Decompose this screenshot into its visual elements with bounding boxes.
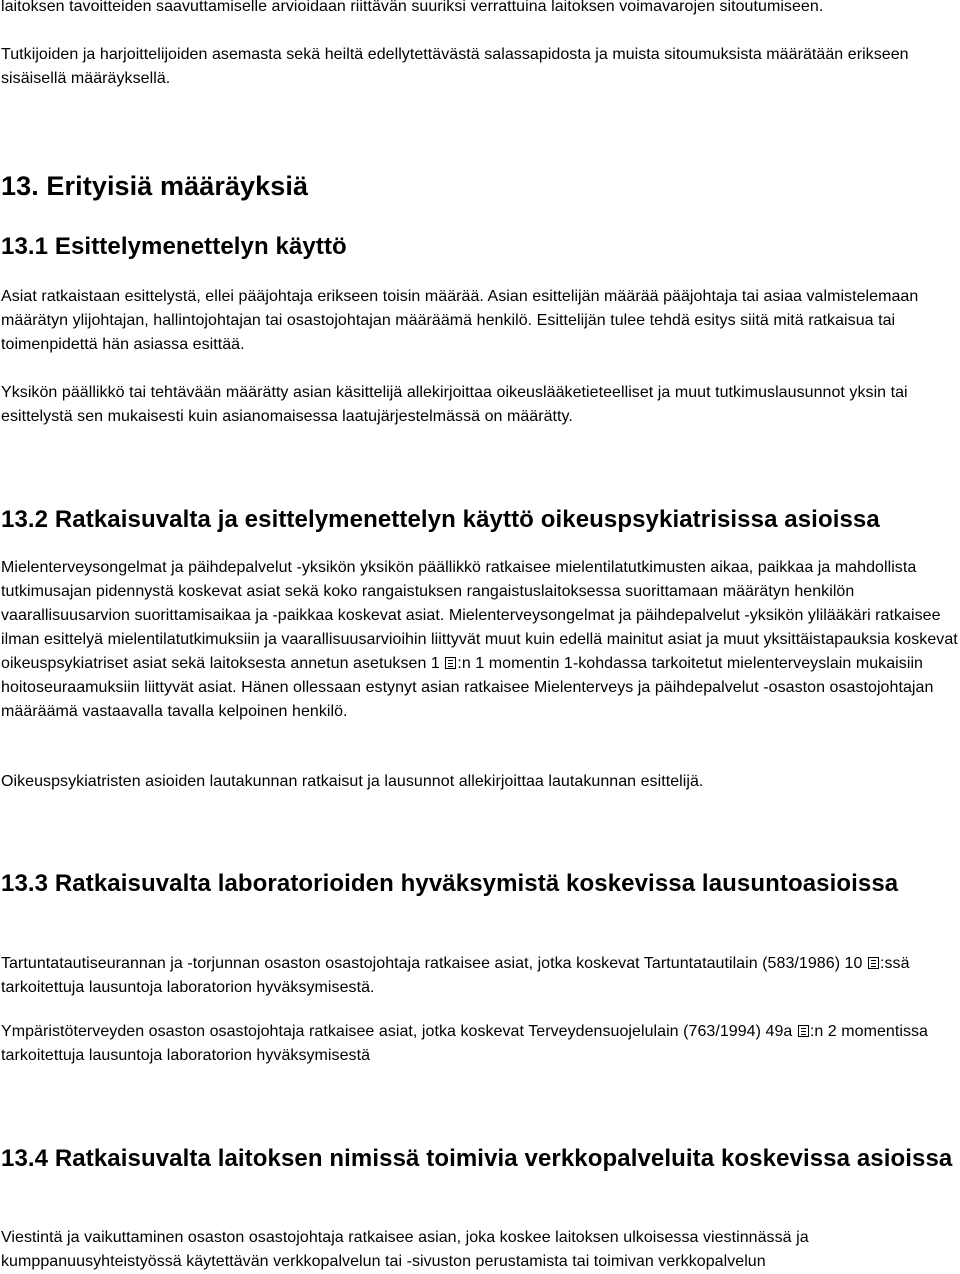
intro-paragraph-2: Tutkijoiden ja harjoittelijoiden asemasta sekä heiltä edellytettävästä salassapidosta ja muista sitoumuksista määrätään erikseen sisäisellä määräyksellä. [1, 46, 909, 87]
section-13-3-heading: 13.3 Ratkaisuvalta laboratorioiden hyväksymistä koskevissa lausuntoasioissa [1, 870, 899, 897]
section-13-3-paragraph-2-text-a: Ympäristöterveyden osaston osastojohtaja ratkaisee asiat, jotka koskevat Terveydensuojelulain (763/1994) 49a [1, 1023, 793, 1040]
section-13-3-paragraph-1-text-a: Tartuntatautiseurannan ja -torjunnan osaston osastojohtaja ratkaisee asiat, jotka koskevat Tartuntatautilain (583/1986) 10 [1, 955, 863, 972]
section-13-2-paragraph-1 [1, 556, 959, 724]
section-13-1-paragraph-1: Asiat ratkaistaan esittelystä, ellei pääjohtaja erikseen toisin määrää. Asian esittelijän määrää pääjohtaja tai asiaa valmistelemaan määrätyn ylijohtajan, hallintojohtajan tai osastojohtajan määräämä henkilö. Esittelijän tulee tehdä esitys siitä mitä ratkaisua tai toimenpidettä hän asiassa esittää. [1, 288, 919, 353]
section-13-2-paragraph-2: Oikeuspsykiatristen asioiden lautakunnan ratkaisut ja lausunnot allekirjoittaa lautakunnan esittelijä. [1, 773, 704, 790]
section-13-2-heading: 13.2 Ratkaisuvalta ja esittelymenettelyn käyttö oikeuspsykiatrisissa asioissa [1, 506, 880, 533]
section-sign-box-icon [445, 657, 456, 669]
section-13-4-paragraph-1: Viestintä ja vaikuttaminen osaston osastojohtaja ratkaisee asian, joka koskee laitoksen ulkoisessa viestinnässä ja kumppanuusyhteistyössä käytettävän verkkopalvelun tai -sivuston perustamista tai toimivan verkkopalvelun [1, 1229, 809, 1270]
section-sign-box-icon [868, 957, 879, 969]
section-13-3-paragraph-1-text-b: :ssä tarkoitettuja lausuntoja laboratorion hyväksymisestä. [1, 955, 910, 996]
section-sign-box-icon [798, 1025, 809, 1037]
section-13-3-paragraph-2-text-b: :n 2 momentissa tarkoitettuja lausuntoja laboratorion hyväksymisestä [1, 1023, 928, 1064]
section-13-3-paragraph-1 [1, 952, 959, 1000]
section-13-2-paragraph-1-text-b: :n 1 momentin 1-kohdassa tarkoitetut mielenterveyslain mukaisiin hoitoseuraamuksiin liittyvät asiat. Hänen ollessaan estynyt asian ratkaisee Mielenterveys ja päihdepalvelut -osaston osastojohtajan määräämä vastaavalla tavalla kelpoinen henkilö. [1, 655, 934, 720]
section-13-2-paragraph-1-text-a: Mielenterveysongelmat ja päihdepalvelut -yksikön yksikön päällikkö ratkaisee mielentilatutkimusten aikaa, paikkaa ja mahdollista tutkimusajan pidennystä koskevat asiat sekä koko rangaistuksen rangaistuslaitoksessa suorittamaan määrätyn henkilön vaarallisuusarvion suorittamisaikaa ja -paikkaa koskevat asiat. Mielenterveysongelmat ja päihdepalvelut -yksikön ylilääkäri ratkaisee ilman esittelyä mielentilatutkimuksiin ja vaarallisuusarvioihin liittyvät muut kuin edellä mainitut asiat ja muut yksittäistapauksia koskevat oikeuspsykiatriset asiat sekä laitoksesta annetun asetuksen 1 [1, 559, 958, 672]
intro-paragraph-1: laitoksen tavoitteiden saavuttamiselle arvioidaan riittävän suuriksi verrattuina laitoksen voimavarojen sitoutumiseen. [1, 0, 824, 15]
section-13-4-heading: 13.4 Ratkaisuvalta laitoksen nimissä toimivia verkkopalveluita koskevissa asioissa [1, 1145, 953, 1172]
section-13-1-paragraph-2: Yksikön päällikkö tai tehtävään määrätty asian käsittelijä allekirjoittaa oikeuslääketieteelliset ja muut tutkimuslausunnot yksin tai esittelystä sen mukaisesti kuin asianomaisessa laatujärjestelmässä on määrätty. [1, 384, 908, 425]
section-13-heading: 13. Erityisiä määräyksiä [1, 171, 309, 201]
section-13-3-paragraph-2 [1, 1020, 959, 1068]
section-13-1-heading: 13.1 Esittelymenettelyn käyttö [1, 233, 347, 260]
